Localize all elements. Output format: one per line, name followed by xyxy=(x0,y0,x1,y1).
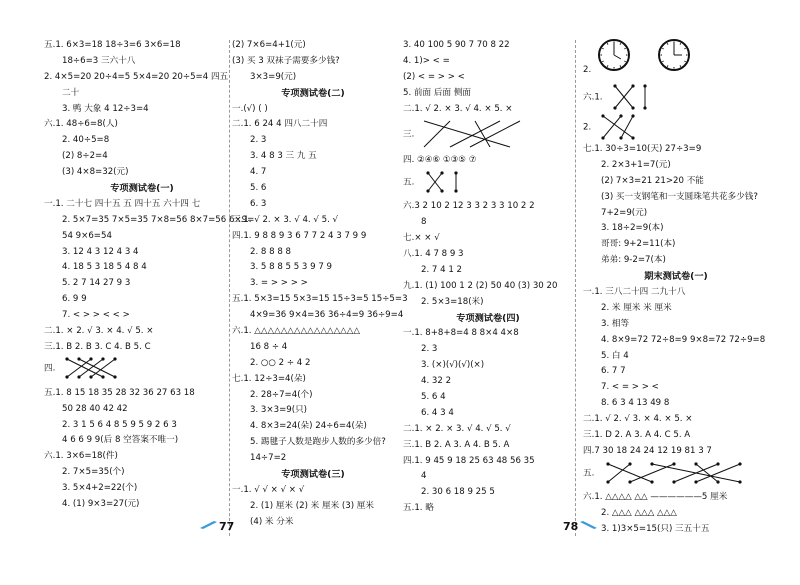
answer-line xyxy=(44,386,240,402)
answer-text: 二十 xyxy=(62,87,80,98)
answer-line xyxy=(583,380,769,396)
answer-text: 6. 9 9 xyxy=(62,294,87,305)
answer-line xyxy=(583,317,769,333)
answer-line xyxy=(403,247,573,263)
answer-line xyxy=(44,340,240,356)
answer-line xyxy=(583,349,769,365)
answer-text: 三.1. B 2. B 3. C 4. B 5. C xyxy=(44,341,151,352)
answer-text: 四.1. 9 8 8 9 3 6 7 7 2 4 3 7 9 9 xyxy=(232,230,367,241)
answer-column-3 xyxy=(403,38,573,517)
answer-line xyxy=(232,165,394,181)
answer-line xyxy=(583,82,769,112)
answer-text: 五. xyxy=(583,468,595,479)
answer-line xyxy=(403,279,573,295)
answer-text: 2. ○○ 2 ÷ 4 2 xyxy=(250,357,311,368)
matching-figure xyxy=(597,38,691,72)
answer-text: 3. 40 100 5 90 7 70 8 22 xyxy=(403,40,510,50)
answer-text: 七.× × √ xyxy=(403,233,440,244)
answer-line xyxy=(583,237,769,253)
answer-text: 七.1. 12÷3=4(朵) xyxy=(232,373,306,384)
answer-text: 2. 3 xyxy=(421,344,438,355)
answer-line xyxy=(44,481,240,497)
answer-column-4 xyxy=(583,38,769,537)
answer-line xyxy=(232,197,394,213)
answer-text: 2. 2×3+1=7(元) xyxy=(601,159,671,170)
divider-right xyxy=(575,40,576,536)
answer-text: 四.1. 9 45 9 18 25 63 48 56 35 xyxy=(403,455,535,466)
answer-line xyxy=(583,301,769,317)
answer-text: 3. 4 8 3 三 九 五 xyxy=(250,151,317,162)
section-title xyxy=(44,181,240,197)
answer-line xyxy=(583,428,769,444)
answer-text: 7+2=9(元) xyxy=(601,207,648,218)
answer-line xyxy=(44,38,240,54)
answer-line xyxy=(44,213,255,229)
answer-line xyxy=(403,117,573,153)
answer-text: 六.1. 3×6=18(件) xyxy=(44,451,118,462)
answer-text: 哥哥: 9+2=11(本) xyxy=(601,239,676,250)
answer-line xyxy=(44,276,240,292)
answer-line xyxy=(232,435,394,451)
answer-text: 3. = > > > > xyxy=(250,278,308,289)
answer-line xyxy=(44,308,240,324)
answer-text: 专项测试卷(三) xyxy=(281,469,345,481)
answer-text: 六.1. △△△△ △△ ——————5 厘米 xyxy=(583,491,728,502)
answer-line xyxy=(403,422,573,438)
answer-line xyxy=(403,390,573,406)
answer-line xyxy=(403,485,573,501)
pen-icon-right xyxy=(579,520,597,529)
answer-text: 九.1. (1) 100 1 2 (2) 50 40 (3) 30 20 xyxy=(403,280,558,291)
answer-text: 6. 4 3 4 xyxy=(421,407,454,418)
answer-text: 2. 5×7=35 7×5=35 7×8=56 8×7=56 6×9= xyxy=(62,214,255,225)
answer-text: 2. 7×5=35(个) xyxy=(62,467,125,478)
matching-figure xyxy=(600,460,760,486)
answer-text: 6. 7 7 xyxy=(601,366,626,377)
answer-line xyxy=(232,324,394,340)
answer-text: 14÷7=2 xyxy=(250,453,287,464)
answer-line xyxy=(44,102,240,118)
answer-text: (3) 买 3 双袜子需要多少钱? xyxy=(232,55,340,66)
answer-text: 六.3 2 10 2 12 3 3 2 3 3 10 2 2 xyxy=(403,201,535,212)
answer-text: (2) 7×6=4+1(元) xyxy=(232,40,306,50)
answer-line xyxy=(403,454,573,470)
answer-line xyxy=(44,292,240,308)
answer-line xyxy=(583,38,769,82)
answer-line xyxy=(403,374,573,390)
answer-line xyxy=(44,402,240,418)
answer-text: 5. 前面 后面 侧面 xyxy=(403,87,471,98)
matching-figure xyxy=(420,169,500,195)
answer-line xyxy=(44,149,240,165)
answer-text: 专项测试卷(四) xyxy=(456,312,520,324)
answer-text: 6. 3 xyxy=(250,198,267,209)
answer-text: 2. 7 4 1 2 xyxy=(421,264,462,275)
answer-text: (2) < = > > < xyxy=(403,71,465,82)
answer-text: (2) 8÷2=4 xyxy=(62,151,108,162)
answer-text: 7. < > > < < > xyxy=(62,310,130,321)
answer-text: 3. 5×4+2=22(个) xyxy=(62,483,138,494)
answer-text: 4×9=36 9×4=36 36÷4=9 36÷9=4 xyxy=(250,310,404,321)
answer-line xyxy=(232,117,394,133)
answer-text: 六.1. xyxy=(583,92,603,103)
answer-line xyxy=(232,213,394,229)
answer-text: 三.1. B 2. A 3. A 4. B 5. A xyxy=(403,439,510,450)
answer-line xyxy=(403,231,573,247)
answer-line xyxy=(583,158,769,174)
answer-text: 2. 4×5=20 20÷4=5 5×4=20 20÷5=4 四五 xyxy=(44,71,229,82)
answer-line xyxy=(44,117,240,133)
answer-line xyxy=(403,38,573,54)
answer-text: 二.1. × 2. × 3. √ 4. √ 5. √ xyxy=(403,423,511,434)
answer-line xyxy=(583,506,769,522)
answer-text: 专项测试卷(二) xyxy=(281,87,345,99)
answer-line xyxy=(583,444,769,460)
matching-figure xyxy=(609,82,649,112)
answer-text: 2. 30 6 18 9 25 5 xyxy=(421,487,495,498)
answer-text: 2. 米 厘米 米 厘米 xyxy=(601,302,672,313)
section-title xyxy=(232,467,394,483)
answer-line xyxy=(44,449,240,465)
answer-line xyxy=(232,372,394,388)
answer-column-2 xyxy=(232,38,408,531)
answer-text: 六.1. 48÷6=8(人) xyxy=(44,119,118,130)
answer-text: 二.1. × 2. √ 3. × 4. √ 5. × xyxy=(44,326,154,337)
answer-text: 18÷6=3 三六十八 xyxy=(62,55,136,66)
answer-text: 二.1. 6 24 4 四八二十四 xyxy=(232,119,328,130)
answer-line xyxy=(403,438,573,454)
answer-text: 2. 40÷5=8 xyxy=(62,135,110,146)
answer-text: 期末测试卷(一) xyxy=(644,271,708,283)
answer-line xyxy=(232,340,394,356)
answer-line xyxy=(232,388,394,404)
answer-text: 4. 7 xyxy=(250,167,267,178)
answer-text: 2. △△△ △△△ △△△ xyxy=(601,507,677,518)
answer-line xyxy=(44,165,240,181)
section-title xyxy=(403,311,573,327)
answer-text: (2) 7×3=21 21>20 不能 xyxy=(601,175,704,186)
answer-line xyxy=(403,54,573,70)
answer-line xyxy=(232,308,404,324)
answer-line xyxy=(403,501,573,517)
answer-line xyxy=(44,86,240,102)
answer-line xyxy=(583,522,769,538)
answer-line xyxy=(44,133,240,149)
section-title xyxy=(583,269,769,285)
answer-text: 2. 5×3=18(米) xyxy=(421,296,484,307)
answer-text: 4. 18 5 3 18 5 4 8 4 xyxy=(62,262,147,273)
answer-text: 四. xyxy=(44,363,56,374)
answer-line xyxy=(583,412,769,428)
answer-line xyxy=(583,253,769,269)
answer-text: (3) 4×8=32(元) xyxy=(62,167,129,178)
answer-text: 四.7 30 18 24 24 12 19 81 3 7 xyxy=(583,445,712,456)
answer-line xyxy=(403,153,573,169)
clock-icon xyxy=(657,38,691,72)
answer-text: 专项测试卷(一) xyxy=(110,183,174,195)
matching-figure xyxy=(597,112,637,142)
answer-text: 8. 6 3 4 13 49 8 xyxy=(601,398,670,409)
answer-text: 五.1. 5×3=15 5×3=15 15÷3=5 15÷5=3 xyxy=(232,294,408,305)
answer-line xyxy=(44,197,240,213)
answer-text: 2. xyxy=(583,65,592,75)
answer-text: 50 28 40 42 42 xyxy=(62,403,128,414)
clock-icon xyxy=(597,38,631,72)
answer-line xyxy=(232,133,394,149)
answer-line xyxy=(583,142,769,158)
answer-text: 2. xyxy=(583,122,592,133)
answer-line xyxy=(583,206,769,222)
answer-text: 五.1. 8 15 18 35 28 32 36 27 63 18 xyxy=(44,387,195,398)
answer-text: 5. 踢毽子人数是跑步人数的多少倍? xyxy=(250,437,386,448)
answer-column-1 xyxy=(44,38,255,513)
answer-text: 3. 5 8 8 5 5 3 9 7 9 xyxy=(250,262,332,273)
answer-text: 弟弟: 9-2=7(本) xyxy=(601,255,666,266)
answer-line xyxy=(44,229,240,245)
answer-line xyxy=(403,295,573,311)
answer-line xyxy=(403,469,573,485)
matching-figure xyxy=(420,117,530,151)
answer-line xyxy=(232,149,394,165)
answer-text: 3. 3×3=9(只) xyxy=(250,405,308,416)
answer-text: 8 xyxy=(421,217,427,228)
answer-text: 2. (1) 厘米 (2) 米 厘米 (3) 厘米 xyxy=(250,500,374,511)
answer-line xyxy=(403,342,573,358)
answer-line xyxy=(232,245,394,261)
answer-text: 4. (1) 9×3=27(元) xyxy=(62,499,140,510)
answer-line xyxy=(403,215,573,231)
page-number-left: 77 xyxy=(219,520,235,533)
page-number-right: 78 xyxy=(563,520,579,533)
answer-line xyxy=(232,276,394,292)
answer-text: 一.1. √ √ × √ × √ xyxy=(232,484,305,495)
answer-line xyxy=(44,245,240,261)
answer-text: 一.1. 8+8+8=4 8 8×4 4×8 xyxy=(403,328,519,339)
answer-line xyxy=(583,174,769,190)
answer-line xyxy=(403,358,573,374)
answer-text: 2. 3 1 5 6 4 8 5 9 5 9 2 6 3 xyxy=(62,419,177,430)
answer-text: 4. 1)> < = xyxy=(403,55,450,66)
answer-text: 2. 8 8 8 8 xyxy=(250,246,291,257)
answer-text: 4 6 6 9 9(后 8 空答案不唯一) xyxy=(62,435,179,446)
answer-line xyxy=(583,460,769,490)
answer-line xyxy=(583,396,769,412)
answer-line xyxy=(232,260,394,276)
answer-text: 二.1. √ 2. √ 3. × 4. × 5. × xyxy=(583,414,693,425)
answer-line xyxy=(44,324,240,340)
answer-text: 四. ②④⑥ ①③⑤ ⑦ xyxy=(403,155,477,166)
answer-line xyxy=(583,490,769,506)
answer-line xyxy=(232,419,394,435)
answer-text: 5. 2 7 14 27 9 3 xyxy=(62,278,131,289)
answer-text: 4. 8×9=72 72÷8=9 9×8=72 72÷9=8 xyxy=(601,334,766,345)
answer-text: 五.1. 略 xyxy=(403,503,434,514)
answer-text: (3) 买一支钢笔和一支圆珠笔共花多少钱? xyxy=(601,191,758,202)
answer-text: 16 8 ÷ 4 xyxy=(250,341,288,352)
answer-text: 五.1. 6×3=18 18÷3=6 3×6=18 xyxy=(44,40,181,50)
answer-line xyxy=(583,333,769,349)
answer-line xyxy=(403,199,573,215)
answer-line xyxy=(403,70,573,86)
answer-text: 三.1. √ 2. × 3. √ 4. √ 5. √ xyxy=(232,214,339,225)
answer-text: 一.(√) ( ) xyxy=(232,103,268,114)
answer-line xyxy=(403,326,573,342)
answer-line xyxy=(403,86,573,102)
answer-text: 2. 3 xyxy=(250,135,267,146)
answer-text: 2. 28÷7=4(个) xyxy=(250,389,313,400)
answer-line xyxy=(232,70,394,86)
answer-line xyxy=(44,497,240,513)
answer-line xyxy=(44,54,240,70)
answer-line xyxy=(583,285,769,301)
answer-text: 一.1. 三八二十四 二九十八 xyxy=(583,287,686,298)
answer-text: 3. 鸭 大象 4 12÷3=4 xyxy=(62,103,149,114)
answer-line xyxy=(232,515,394,531)
matching-figure xyxy=(61,356,131,380)
answer-text: 二.1. √ 2. × 3. √ 4. × 5. × xyxy=(403,103,513,114)
answer-text: 3×3=9(元) xyxy=(250,71,297,82)
answer-line xyxy=(232,356,394,372)
answer-line xyxy=(232,229,394,245)
answer-line xyxy=(44,260,240,276)
answer-line xyxy=(583,364,769,380)
answer-text: 5. 6 4 xyxy=(421,392,446,403)
answer-text: 7. < = > > < xyxy=(601,382,659,393)
answer-text: 3. (×)(√)(√)(×) xyxy=(421,360,485,371)
answer-text: 3. 相等 xyxy=(601,318,630,329)
answer-text: 五. xyxy=(403,177,415,188)
answer-line xyxy=(44,356,240,386)
answer-line xyxy=(232,102,394,118)
answer-text: 六.1. △△△△△△△△△△△△△△△△ xyxy=(232,326,360,337)
answer-text: 3. 18÷2=9(本) xyxy=(601,223,664,234)
answer-line xyxy=(232,499,394,515)
answer-text: (4) 米 分米 xyxy=(250,516,294,527)
answer-line xyxy=(583,112,769,142)
answer-line xyxy=(232,292,408,308)
answer-text: 4. 8×3=24(朵) 24÷6=4(朵) xyxy=(250,421,367,432)
answer-text: 七.1. 30÷3=10(天) 27÷3=9 xyxy=(583,144,702,154)
answer-text: 一.1. 二十七 四十五 五 四十五 六十四 七 xyxy=(44,198,201,209)
answer-text: 三. xyxy=(403,129,415,140)
answer-text: 4. 32 2 xyxy=(421,376,452,387)
answer-line xyxy=(232,403,394,419)
answer-line xyxy=(232,181,394,197)
answer-text: 3. 1)3×5=15(只) 三五十五 xyxy=(601,523,710,534)
answer-text: 3. 12 4 3 12 4 3 4 xyxy=(62,246,139,257)
answer-line xyxy=(232,54,394,70)
answer-line xyxy=(583,221,769,237)
answer-text: 5. 白 4 xyxy=(601,350,629,361)
answer-line xyxy=(44,418,240,434)
answer-line xyxy=(403,263,573,279)
answer-text: 三.1. D 2. A 3. A 4. C 5. A xyxy=(583,430,691,441)
answer-line xyxy=(44,465,240,481)
answer-text: 八.1. 4 7 8 9 3 xyxy=(403,249,464,260)
answer-text: 4 xyxy=(421,471,427,482)
answer-line xyxy=(44,70,240,86)
pen-icon-left xyxy=(200,520,218,529)
answer-line xyxy=(403,102,573,118)
answer-line xyxy=(403,406,573,422)
answer-line xyxy=(44,433,240,449)
section-title xyxy=(232,86,394,102)
answer-line xyxy=(583,190,769,206)
answer-line xyxy=(232,483,394,499)
answer-text: 54 9×6=54 xyxy=(62,230,112,241)
answer-line xyxy=(403,169,573,199)
answer-text: 5. 6 xyxy=(250,183,267,194)
answer-line xyxy=(232,38,394,54)
answer-line xyxy=(232,451,394,467)
